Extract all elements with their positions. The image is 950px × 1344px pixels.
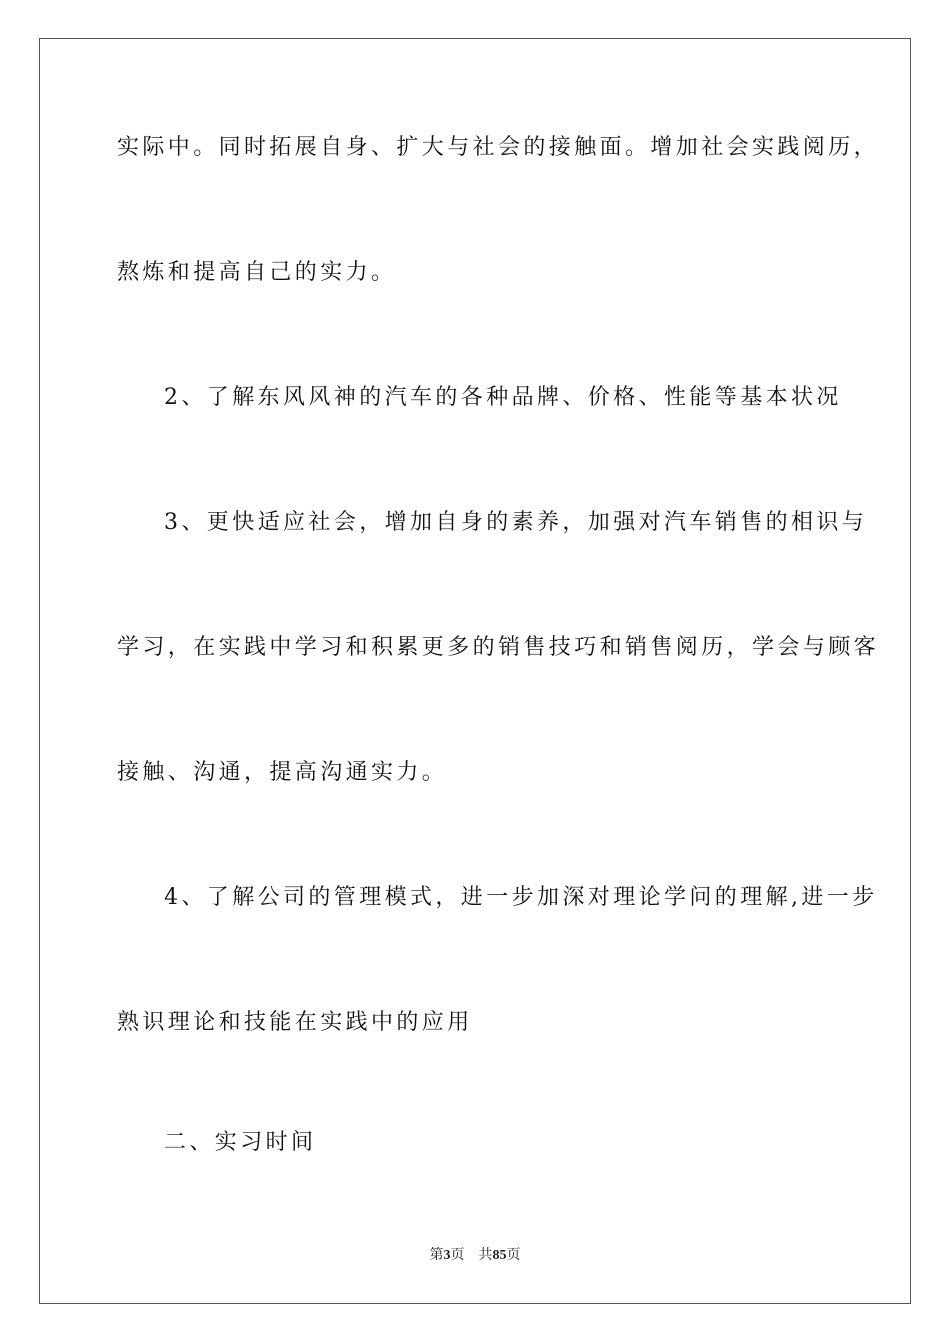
body-text-line: 实际中。同时拓展自身、扩大与社会的接触面。增加社会实践阅历， [117, 135, 880, 160]
body-text-line: 学习，在实践中学习和积累更多的销售技巧和销售阅历，学会与顾客 [117, 635, 880, 660]
total-prefix: 共 [478, 1248, 493, 1263]
total-suffix: 页 [506, 1248, 521, 1263]
body-text-line: 熬炼和提高自己的实力。 [117, 260, 397, 285]
page-prefix: 第 [429, 1248, 444, 1263]
page-number: 3 [443, 1248, 451, 1263]
page-footer [0, 1247, 950, 1265]
list-item-2: 2、了解东风风神的汽车的各种品牌、价格、性能等基本状况 [164, 385, 842, 410]
section-heading: 二、实习时间 [164, 1130, 317, 1155]
total-pages: 85 [492, 1248, 507, 1263]
body-text-line: 接触、沟通，提高沟通实力。 [117, 760, 448, 785]
list-item-4: 4、了解公司的管理模式，进一步加深对理论学问的理解,进一步 [164, 885, 878, 910]
page-suffix: 页 [450, 1248, 465, 1263]
list-item-3: 3、更快适应社会，增加自身的素养，加强对汽车销售的相识与 [164, 510, 868, 535]
body-text-line: 熟识理论和技能在实践中的应用 [117, 1010, 473, 1035]
page-border [39, 38, 911, 1304]
